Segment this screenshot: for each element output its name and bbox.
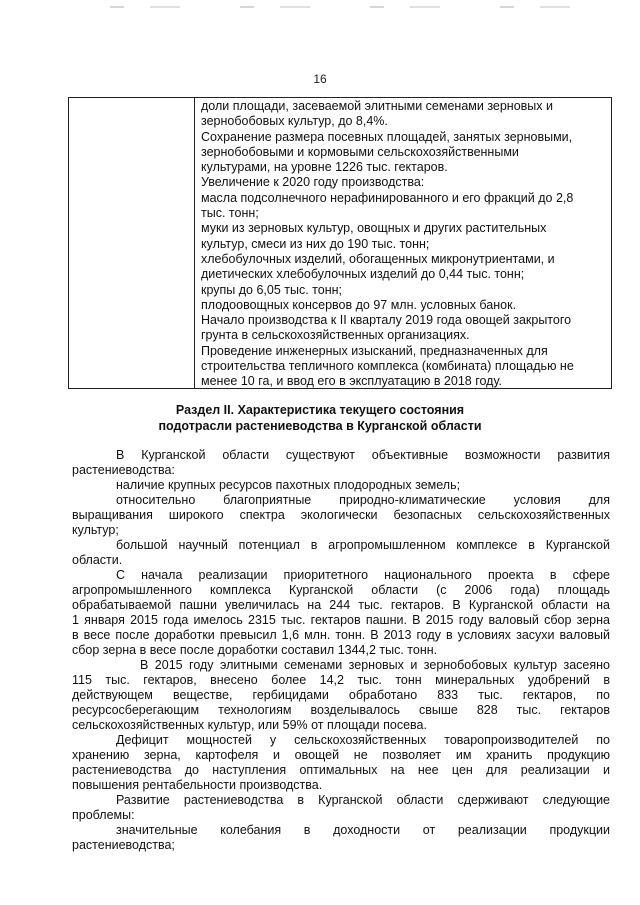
- table-line: тыс. тонн;: [201, 206, 259, 221]
- body-text: [72, 448, 610, 853]
- body-line: в весе после доработки превысил 1,6 млн. тонн. В 2013 году в условиях засухи валовый: [72, 628, 610, 642]
- body-line: сбор зерна в весе после доработки составил 1344,2 тыс. тонн.: [72, 643, 438, 657]
- body-line: повышения рентабельности производства.: [72, 778, 323, 792]
- table-right-cell: [195, 98, 611, 388]
- body-line: С начала реализации приоритетного национального проекта в сфере: [116, 568, 610, 582]
- page-number: 16: [313, 72, 327, 86]
- body-line: сельскохозяйственных культур, или 59% от площади посева.: [72, 718, 427, 732]
- scan-artifact: [110, 6, 630, 8]
- section-title: [0, 403, 640, 434]
- section-title-line: подотрасли растениеводства в Курганской области: [158, 418, 482, 433]
- section-title-line: Раздел II. Характеристика текущего состояния: [175, 403, 465, 417]
- body-line: В Курганской области существуют объективные возможности развития: [116, 448, 610, 462]
- body-line: наличие крупных ресурсов пахотных плодородных земель;: [116, 478, 461, 492]
- table-line: плодоовощных консервов до 97 млн. условных банок.: [201, 297, 517, 312]
- body-line: растениеводства до наступления оптимальных на нее цен для реализации и: [72, 763, 610, 777]
- table-line: Увеличение к 2020 году производства:: [201, 175, 425, 190]
- body-line: растениеводства:: [72, 463, 175, 477]
- body-line: выращивания широкого спектра экологически безопасных сельскохозяйственных: [72, 508, 610, 522]
- body-line: значительные колебания в доходности от реализации продукции: [116, 823, 610, 837]
- body-line: культур;: [72, 523, 119, 537]
- body-line: проблемы:: [72, 808, 135, 822]
- table-line: Начало производства к II кварталу 2019 года овощей закрытого: [201, 313, 572, 328]
- body-line: хранению зерна, картофеля и овощей не позволяет им хранить продукцию: [72, 748, 610, 762]
- body-line: действующем веществе, гербицидами обработано 833 тыс. гектаров, по: [72, 688, 610, 702]
- table-line: диетических хлебобулочных изделий до 0,44 тыс. тонн;: [201, 267, 525, 282]
- body-line: растениеводства;: [72, 838, 175, 852]
- table-line: Проведение инженерных изысканий, предназначенных для: [201, 343, 548, 358]
- table-line: Сохранение размера посевных площадей, занятых зерновыми,: [201, 129, 573, 144]
- body-line: области.: [72, 553, 123, 567]
- continuation-table: [68, 97, 612, 389]
- body-line: большой научный потенциал в агропромышленном комплексе в Курганской: [116, 538, 610, 552]
- table-line: хлебобулочных изделий, обогащенных микронутриентами, и: [201, 251, 555, 266]
- table-line: зернобобовых культур, до 8,4%.: [201, 114, 388, 129]
- body-line: 115 тыс. гектаров, внесено более 14,2 тыс. тонн минеральных удобрений в: [72, 673, 610, 687]
- body-line: обрабатываемой пашни увеличилась на 244 тыс. гектаров. В Курганской области на: [72, 598, 610, 612]
- table-line: крупы до 6,05 тыс. тонн;: [201, 282, 342, 297]
- body-line: В 2015 году элитными семенами зерновых и зернобобовых культур засеяно: [140, 658, 610, 672]
- table-line: культур, смеси из них до 190 тыс. тонн;: [201, 236, 430, 251]
- table-line: доли площади, засеваемой элитными семенами зерновых и: [201, 99, 553, 113]
- body-line: ресурсосберегающим технологиям возделывалось свыше 828 тыс. гектаров: [72, 703, 610, 717]
- body-line: агропромышленного комплекса Курганской области (с 2006 года) площадь: [72, 583, 610, 597]
- table-line: менее 10 га, и ввод его в эксплуатацию в 2018 году.: [201, 374, 502, 389]
- table-line: строительства тепличного комплекса (комбината) площадью не: [201, 359, 574, 374]
- body-line: Развитие растениеводства в Курганской области сдерживают следующие: [116, 793, 610, 807]
- body-line: относительно благоприятные природно-климатические условия для: [116, 493, 610, 507]
- table-line: культурами, на уровне 1226 тыс. гектаров.: [201, 160, 448, 175]
- body-line: 1 января 2015 года имелось 2315 тыс. гектаров пашни. В 2015 году валовый сбор зерна: [72, 613, 610, 627]
- table-left-cell: [69, 98, 195, 388]
- table-line: грунта в сельскохозяйственных организациях.: [201, 328, 470, 343]
- table-line: муки из зерновых культур, овощных и других растительных: [201, 221, 547, 236]
- table-line: масла подсолнечного нерафинированного и его фракций до 2,8: [201, 190, 574, 205]
- body-line: Дефицит мощностей у сельскохозяйственных товаропроизводителей по: [116, 733, 610, 747]
- table-line: зернобобовыми и кормовыми сельскохозяйственными: [201, 144, 519, 159]
